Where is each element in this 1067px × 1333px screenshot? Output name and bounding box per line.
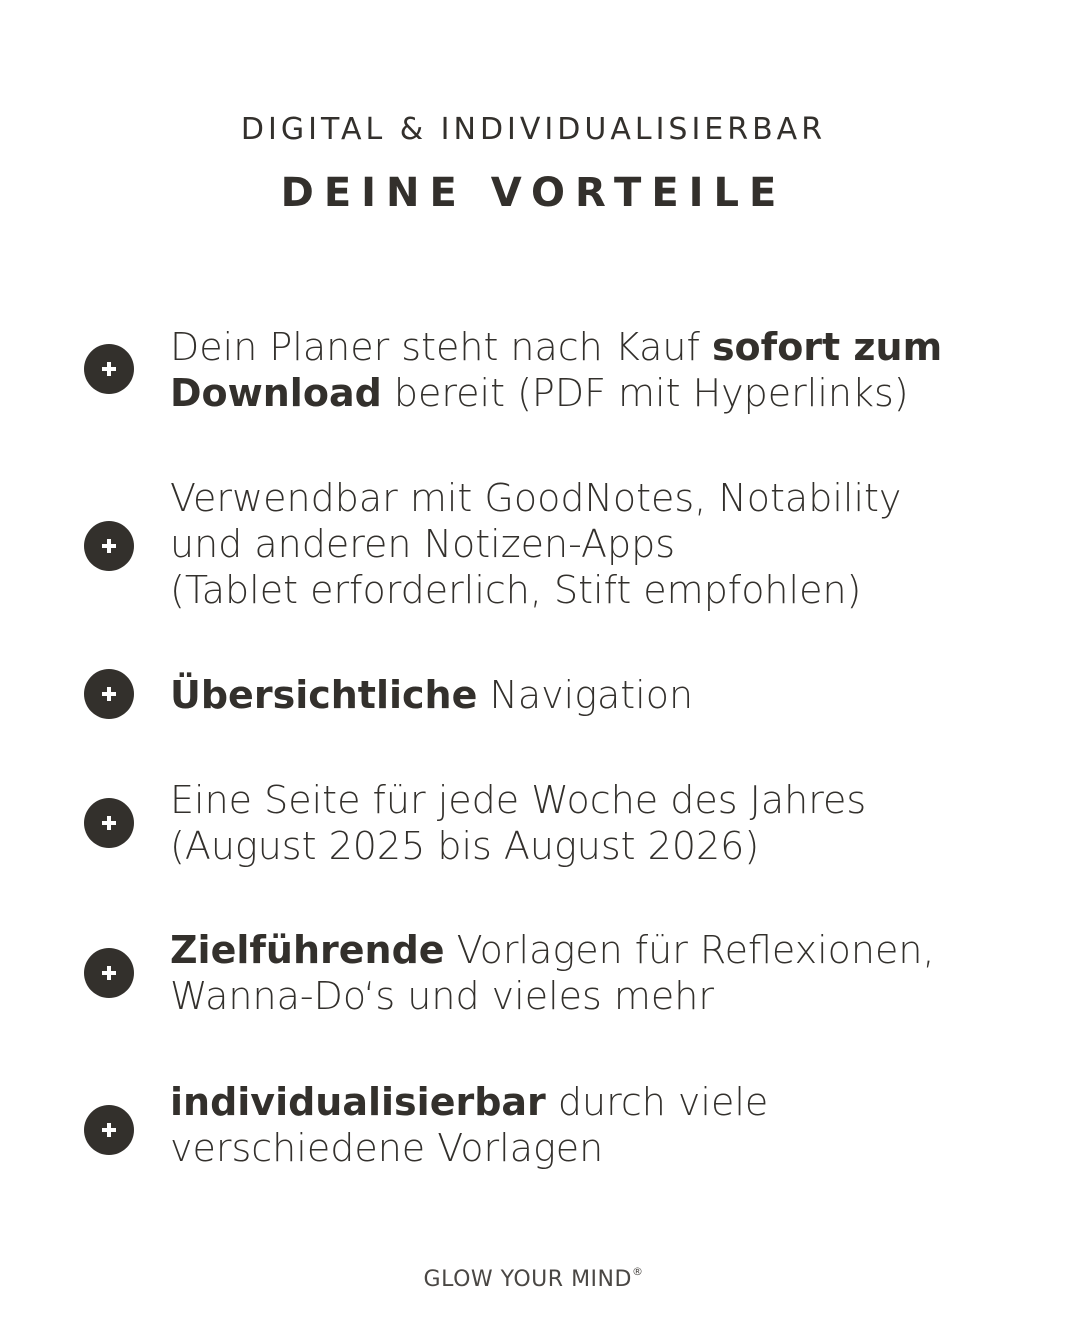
benefit-text-bold: Übersichtliche [170, 673, 478, 717]
page-subtitle: DIGITAL & INDIVIDUALISIERBAR [240, 112, 827, 147]
benefit-text [170, 1079, 980, 1171]
benefit-text-line: Eine Seite für jede Woche des Jahres [170, 778, 867, 822]
registered-mark: ® [631, 1265, 644, 1278]
benefit-text-regular: durch viele [545, 1080, 769, 1124]
plus-circle-icon [84, 344, 134, 394]
plus-circle-icon [84, 521, 134, 571]
benefit-text-regular: Navigation [477, 673, 694, 717]
plus-circle-icon [84, 669, 134, 719]
benefit-text [170, 475, 980, 613]
benefit-text-line: Verwendbar mit GoodNotes, Notability [170, 476, 902, 520]
benefit-text-line: (August 2025 bis August 2026) [170, 824, 760, 868]
benefit-text-bold: Zielführende [170, 928, 445, 972]
benefit-text-line: und anderen Notizen-Apps [170, 522, 676, 566]
benefit-text-regular: Dein Planer steht nach Kauf [170, 325, 712, 369]
plus-circle-icon [84, 1105, 134, 1155]
benefit-text [170, 777, 980, 869]
benefit-text-bold: individualisierbar [170, 1080, 546, 1124]
benefit-text [170, 672, 980, 718]
benefit-text-regular: Vorlagen für Reflexionen, [444, 928, 935, 972]
plus-circle-icon [84, 798, 134, 848]
benefit-text-bold: sofort zum [711, 325, 943, 369]
brand-name: GLOW YOUR MIND [423, 1267, 632, 1292]
benefit-text-regular: bereit (PDF mit Hyperlinks) [381, 371, 909, 415]
brand-footer [0, 1267, 1067, 1292]
plus-circle-icon [84, 948, 134, 998]
benefit-text-line: Wanna-Do‘s und vieles mehr [170, 974, 715, 1018]
benefit-text-bold: Download [170, 371, 382, 415]
benefit-text-line: (Tablet erforderlich, Stift empfohlen) [170, 568, 862, 612]
benefit-text [170, 324, 980, 416]
benefit-text [170, 927, 980, 1019]
benefit-text-line: verschiedene Vorlagen [170, 1126, 604, 1170]
page-title: DEINE VORTEILE [280, 170, 787, 216]
